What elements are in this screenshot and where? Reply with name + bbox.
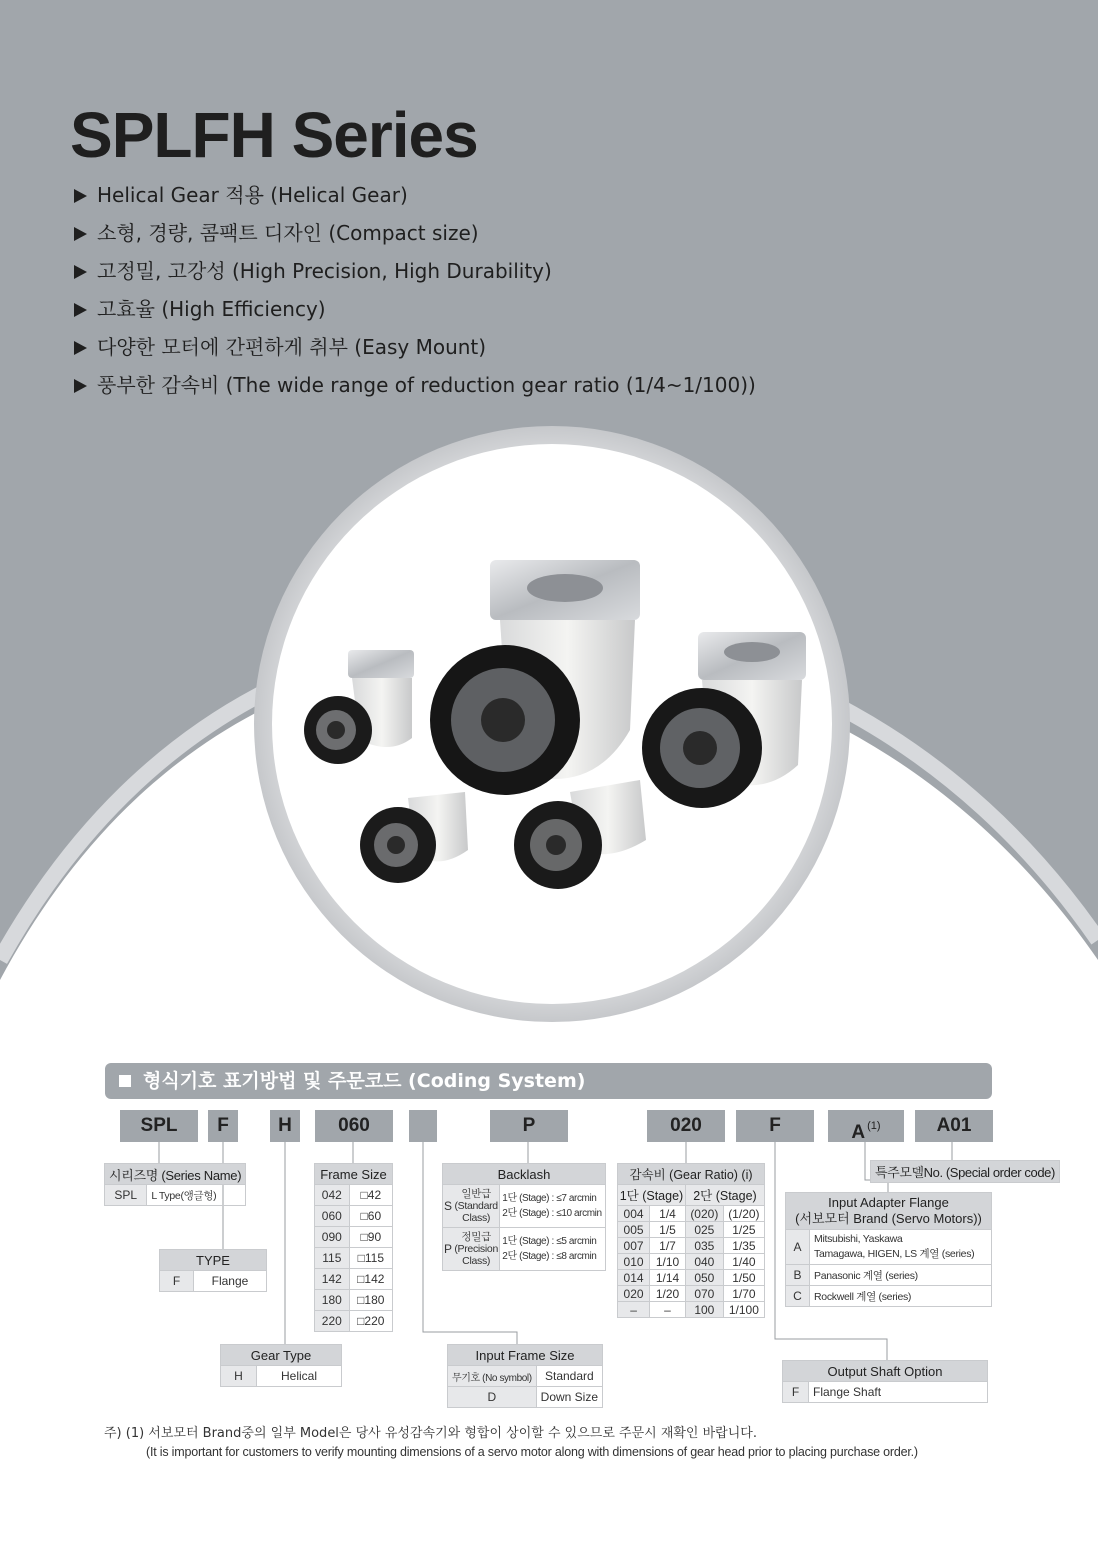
- gear-type-key: H: [221, 1366, 257, 1387]
- frame-size-header: Frame Size: [315, 1164, 393, 1185]
- output-shaft-header: Output Shaft Option: [783, 1361, 988, 1382]
- table-row: 010 1/10 040 1/40: [618, 1254, 765, 1270]
- series-value: L Type(앵글형): [147, 1185, 246, 1206]
- square-bullet-icon: [119, 1075, 131, 1087]
- input-frame-header: Input Frame Size: [448, 1345, 603, 1366]
- footnote-english: (It is important for customers to verify mounting dimensions of a servo motor along with dimensions of gear head prior to placing purchase order.): [146, 1445, 918, 1459]
- table-row: 060 □60: [315, 1206, 393, 1227]
- feature-item: Helical Gear 적용 (Helical Gear): [74, 180, 756, 218]
- table-row: 020 1/20 070 1/70: [618, 1286, 765, 1302]
- series-name-table: [104, 1163, 246, 1206]
- table-row: P 정밀급 (Precision Class) 1단 (Stage) : ≤5 arcmin 2단 (Stage) : ≤8 arcmin: [443, 1228, 606, 1271]
- code-adapter: A $^{(1)}$: [828, 1110, 904, 1142]
- input-frame-size-table: [447, 1344, 603, 1408]
- feature-item: 다양한 모터에 간편하게 취부 (Easy Mount): [74, 332, 756, 370]
- special-order-label: 특주모델No. (Special order code): [871, 1161, 1060, 1183]
- code-input-frame: [409, 1110, 437, 1142]
- table-row: D Down Size: [448, 1387, 603, 1408]
- gearbox-small-2: [360, 792, 468, 883]
- code-gear-type: H: [270, 1110, 300, 1142]
- type-table: [159, 1249, 267, 1292]
- series-key: SPL: [105, 1185, 147, 1206]
- code-gear-ratio: 020: [647, 1110, 725, 1142]
- gear-type-value: Helical: [257, 1366, 342, 1387]
- feature-list: [74, 180, 756, 408]
- gear-ratio-table: 감속비 (Gear Ratio) (i) 1단 (Stage) 2단 (Stage) 004 1/4 (020) (1/20) 005 1/5 025 1/25 007 1/7 035 1/35 010 1/10 040 1/40 014 1/14 050 1/50 020 1/20 070 1/70 – – 100 1/100: [617, 1163, 765, 1318]
- table-row: 004 1/4 (020) (1/20): [618, 1206, 765, 1222]
- code-frame-size: 060: [315, 1110, 393, 1142]
- bullet-triangle-icon: [74, 189, 87, 203]
- table-row: 014 1/14 050 1/50: [618, 1270, 765, 1286]
- table-row: 115 □115: [315, 1248, 393, 1269]
- table-row: F Flange Shaft: [783, 1382, 988, 1403]
- table-row: 090 □90: [315, 1227, 393, 1248]
- table-row: S 일반급 (Standard Class) 1단 (Stage) : ≤7 arcmin 2단 (Stage) : ≤10 arcmin: [443, 1185, 606, 1228]
- table-row: 220 □220: [315, 1311, 393, 1332]
- bullet-triangle-icon: [74, 265, 87, 279]
- table-row: 042 □42: [315, 1185, 393, 1206]
- table-row: B Panasonic 계열 (series): [786, 1265, 992, 1286]
- type-header: TYPE: [160, 1250, 267, 1271]
- bullet-triangle-icon: [74, 227, 87, 241]
- output-shaft-table: [782, 1360, 988, 1403]
- frame-size-table: [314, 1163, 393, 1332]
- footnote-korean: 주) (1) 서보모터 Brand중의 일부 Model은 당사 유성감속기와 형합이 상이할 수 있으므로 주문시 재확인 바랍니다.: [104, 1426, 757, 1441]
- gear-type-header: Gear Type: [221, 1345, 342, 1366]
- code-output-shaft: F: [736, 1110, 814, 1142]
- page-title: SPLFH Series: [70, 99, 478, 171]
- table-row: C Rockwell 계열 (series): [786, 1286, 992, 1307]
- special-order-table: [870, 1160, 1060, 1183]
- table-row: 142 □142: [315, 1269, 393, 1290]
- code-special: A01: [915, 1110, 993, 1142]
- feature-item: 고정밀, 고강성 (High Precision, High Durability): [74, 256, 756, 294]
- footnote: [104, 1425, 918, 1461]
- backlash-table: [442, 1163, 606, 1271]
- code-series: SPL: [120, 1110, 198, 1142]
- feature-item: 고효율 (High Efficiency): [74, 294, 756, 332]
- table-row: 007 1/7 035 1/35: [618, 1238, 765, 1254]
- gear-ratio-header: 감속비 (Gear Ratio) (i): [618, 1164, 765, 1185]
- bullet-triangle-icon: [74, 303, 87, 317]
- series-name-header: 시리즈명 (Series Name): [105, 1164, 246, 1185]
- table-row: – – 100 1/100: [618, 1302, 765, 1318]
- gearbox-medium: [642, 632, 806, 808]
- type-value: Flange: [194, 1271, 267, 1292]
- bullet-triangle-icon: [74, 379, 87, 393]
- table-row: A Mitsubishi, Yaskawa Tamagawa, HIGEN, LS 계열 (series): [786, 1230, 992, 1265]
- gearbox-product-image: [290, 540, 830, 900]
- input-adapter-table: [785, 1192, 992, 1307]
- backlash-header: Backlash: [443, 1164, 606, 1185]
- coding-system-header: 형식기호 표기방법 및 주문코드 (Coding System): [105, 1063, 992, 1099]
- code-backlash: P: [490, 1110, 568, 1142]
- feature-item: 풍부한 감속비 (The wide range of reduction gear ratio (1/4~1/100)): [74, 370, 756, 408]
- table-row: 180 □180: [315, 1290, 393, 1311]
- bullet-triangle-icon: [74, 341, 87, 355]
- gearbox-small-3: [514, 780, 646, 889]
- gearbox-large: [430, 560, 640, 795]
- type-key: F: [160, 1271, 194, 1292]
- code-type: F: [208, 1110, 238, 1142]
- feature-item: 소형, 경량, 콤팩트 디자인 (Compact size): [74, 218, 756, 256]
- gear-type-table: [220, 1344, 342, 1387]
- gearbox-small-1: [304, 650, 414, 764]
- table-row: 005 1/5 025 1/25: [618, 1222, 765, 1238]
- input-adapter-header: Input Adapter Flange (서보모터 Brand (Servo Motors)): [786, 1193, 992, 1230]
- table-row: 무기호 (No symbol) Standard: [448, 1366, 603, 1387]
